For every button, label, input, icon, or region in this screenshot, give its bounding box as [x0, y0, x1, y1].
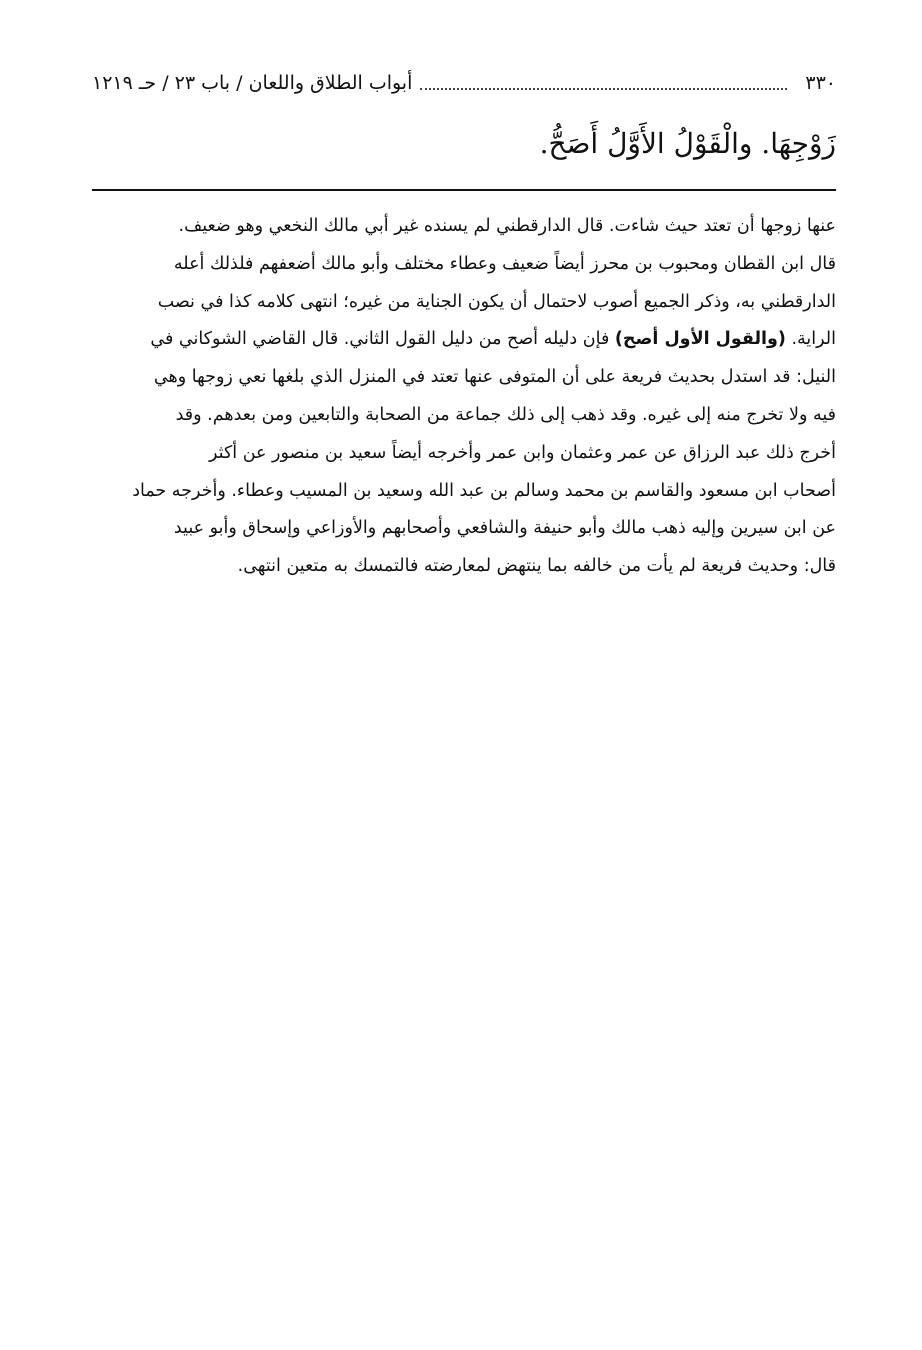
- commentary-line-3: الدارقطني به، وذكر الجميع أصوب لاحتمال أن يكون الجناية من غيره؛ انتهى كلامه كذا في نصب: [157, 291, 836, 312]
- commentary-line-4-middle: فإن دليله أصح من دليل القول الثاني.: [343, 329, 610, 350]
- page-number: ٣٣٠: [805, 72, 836, 94]
- commentary-line-4-bold-quote: (والقول الأول أصح): [614, 329, 786, 350]
- running-header: [92, 66, 836, 100]
- commentary-line-9: عن ابن سيرين وإليه ذهب مالك وأبو حنيفة والشافعي وأصحابهم والأوزاعي وإسحاق وأبو عبيد: [173, 518, 836, 539]
- commentary-line-2: قال ابن القطان ومحبوب بن محرز أيضاً ضعيف وعطاء مختلف وأبو مالك أضعفهم فلذلك أعله: [173, 253, 836, 274]
- footnote-divider: [92, 189, 836, 191]
- commentary-line-5: النيل: قد استدل بحديث فريعة على أن المتوفى عنها تعتد في المنزل الذي بلغها نعي زوجها وهي: [153, 367, 836, 388]
- main-text-line: زَوْجِهَا. والْقَوْلُ الأَوَّلُ أَصَحُّ.: [539, 127, 836, 160]
- commentary-line-4-end: قال القاضي الشوكاني في: [150, 329, 339, 350]
- commentary-line-8: أصحاب ابن مسعود والقاسم بن محمد وسالم بن عبد الله وسعيد بن المسيب وعطاء. وأخرجه حماد: [132, 480, 836, 501]
- commentary-line-4: [92, 321, 836, 359]
- chapter-title: أبواب الطلاق واللعان / باب ٢٣ / حـ ١٢١٩: [92, 72, 413, 94]
- commentary-line-6: فيه ولا تخرج منه إلى غيره. وقد ذهب إلى ذلك جماعة من الصحابة والتابعين ومن بعدهم. وقد: [175, 404, 836, 425]
- header-dot-leader: [420, 76, 787, 90]
- commentary-line-1: عنها زوجها أن تعتد حيث شاءت. قال الدارقطني لم يسنده غير أبي مالك النخعي وهو ضعيف.: [178, 216, 836, 236]
- commentary-line-10: قال: وحديث فريعة لم يأت من خالفه بما ينتهض لمعارضته فالتمسك به متعين انتهى.: [237, 556, 836, 577]
- commentary-line-7: أخرج ذلك عبد الرزاق عن عمر وعثمان وابن عمر وأخرجه أيضاً سعيد بن منصور عن أكثر: [209, 442, 836, 463]
- commentary-line-4-start: الراية.: [791, 329, 836, 350]
- commentary-block: [92, 208, 836, 586]
